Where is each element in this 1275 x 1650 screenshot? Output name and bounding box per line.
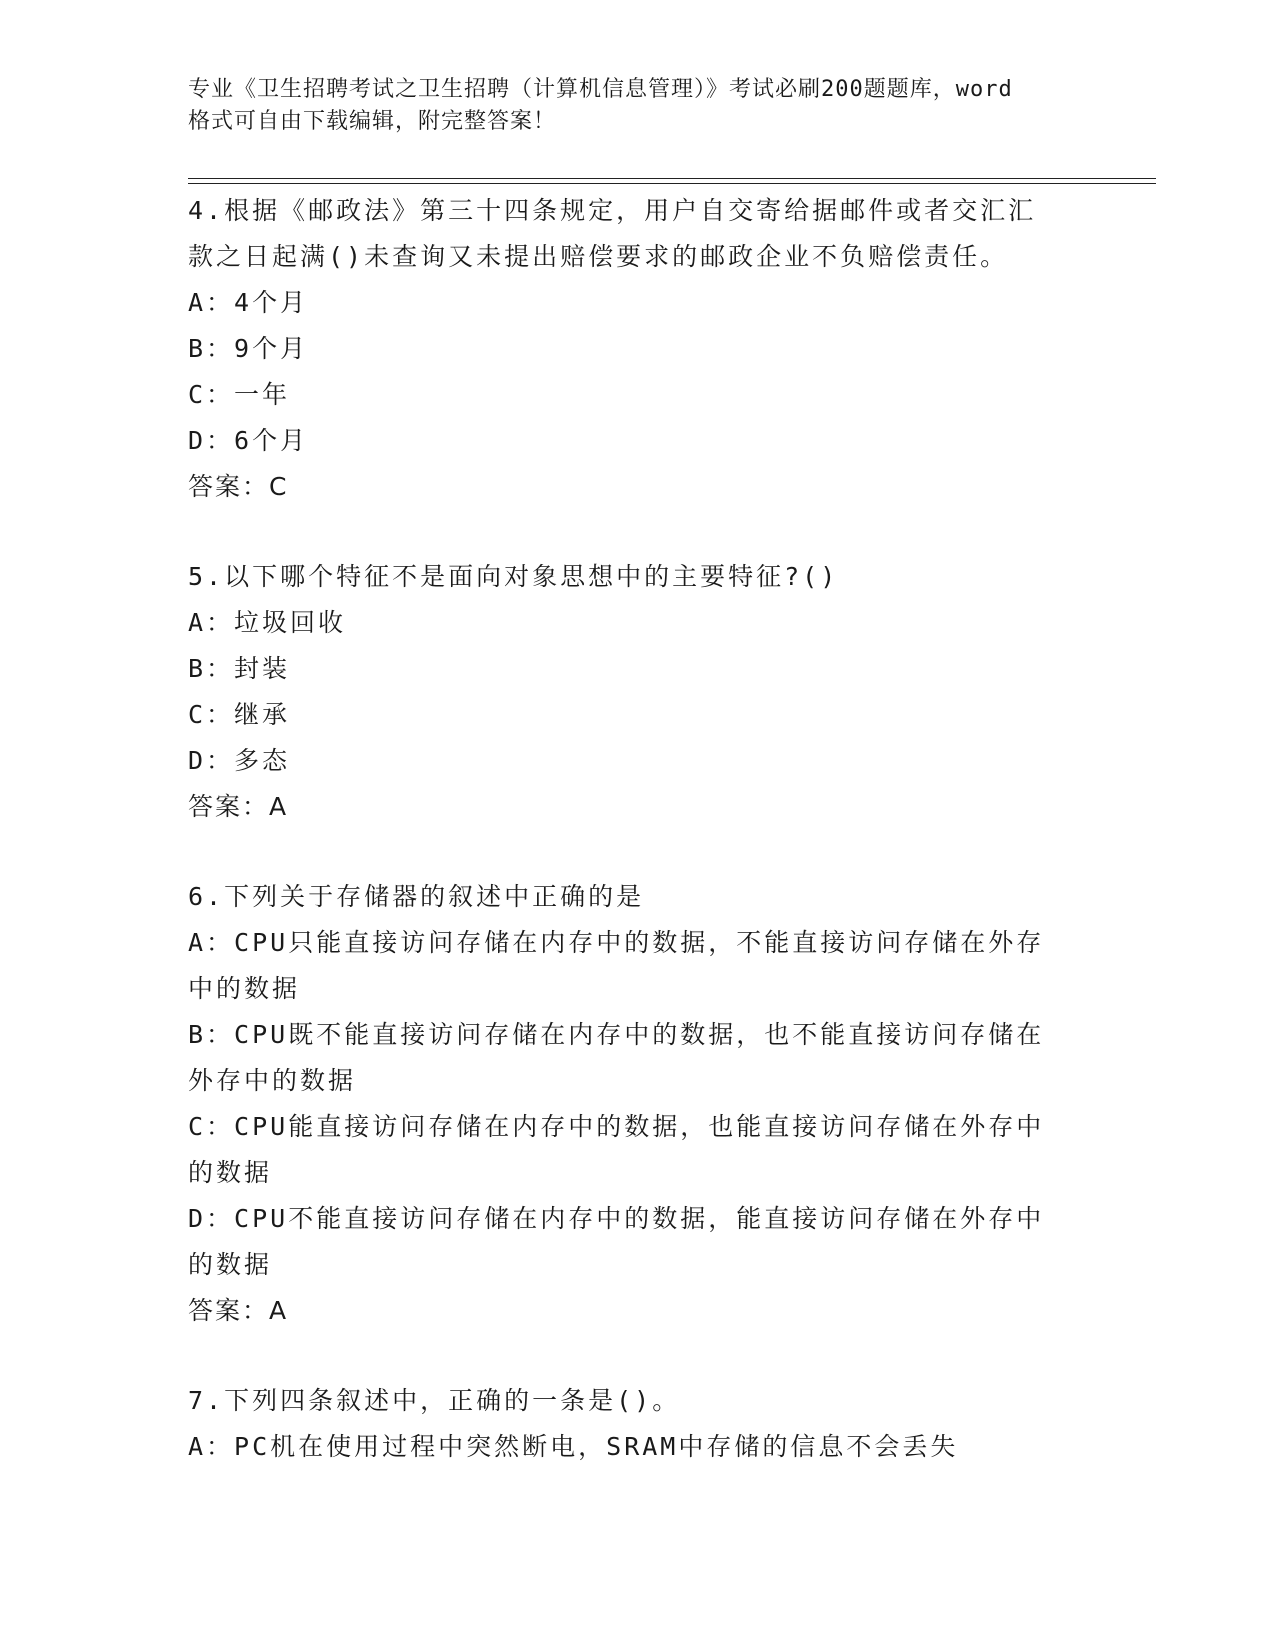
question-block: [188, 554, 1088, 830]
question-stem: 6.下列关于存储器的叙述中正确的是: [188, 882, 645, 911]
option-c: C：CPU能直接访问存储在内存中的数据，也能直接访问存储在外存中: [188, 1112, 1045, 1141]
option-b-continued: 外存中的数据: [188, 1066, 357, 1095]
question-spacer: [188, 510, 1088, 554]
option-d: D：6个月: [188, 426, 309, 455]
option-c: C：一年: [188, 380, 291, 409]
option-b: B：CPU既不能直接访问存储在内存中的数据，也不能直接访问存储在: [188, 1020, 1045, 1049]
question-block: [188, 1378, 1088, 1470]
answer-label: 答案：A: [188, 792, 289, 821]
option-b: B：9个月: [188, 334, 309, 363]
option-d: D：多态: [188, 746, 291, 775]
option-a: A：PC机在使用过程中突然断电，SRAM中存储的信息不会丢失: [188, 1432, 959, 1461]
option-c: C：继承: [188, 700, 291, 729]
question-block: [188, 188, 1088, 510]
option-a: A：CPU只能直接访问存储在内存中的数据，不能直接访问存储在外存: [188, 928, 1045, 957]
answer-label: 答案：C: [188, 472, 289, 501]
question-spacer: [188, 830, 1088, 874]
header-divider-bottom: [188, 183, 1156, 184]
answer-label: 答案：A: [188, 1296, 289, 1325]
question-stem: 款之日起满()未查询又未提出赔偿要求的邮政企业不负赔偿责任。: [188, 242, 1009, 271]
option-a: A：垃圾回收: [188, 608, 347, 637]
document-header: [188, 74, 1088, 138]
question-spacer: [188, 1334, 1088, 1378]
question-list: [188, 188, 1088, 1470]
option-a-continued: 中的数据: [188, 974, 301, 1003]
question-stem: 4.根据《邮政法》第三十四条规定，用户自交寄给据邮件或者交汇汇: [188, 196, 1037, 225]
header-divider-top: [188, 178, 1156, 179]
header-line-1: 专业《卫生招聘考试之卫生招聘（计算机信息管理）》考试必刷200题题库，word: [188, 77, 1013, 102]
option-a: A：4个月: [188, 288, 309, 317]
option-c-continued: 的数据: [188, 1158, 273, 1187]
header-line-2: 格式可自由下载编辑，附完整答案！: [188, 109, 557, 134]
option-b: B：封装: [188, 654, 291, 683]
question-block: [188, 874, 1088, 1334]
option-d-continued: 的数据: [188, 1250, 273, 1279]
option-d: D：CPU不能直接访问存储在内存中的数据，能直接访问存储在外存中: [188, 1204, 1045, 1233]
question-stem: 5.以下哪个特征不是面向对象思想中的主要特征?(): [188, 562, 839, 591]
question-stem: 7.下列四条叙述中，正确的一条是()。: [188, 1386, 681, 1415]
